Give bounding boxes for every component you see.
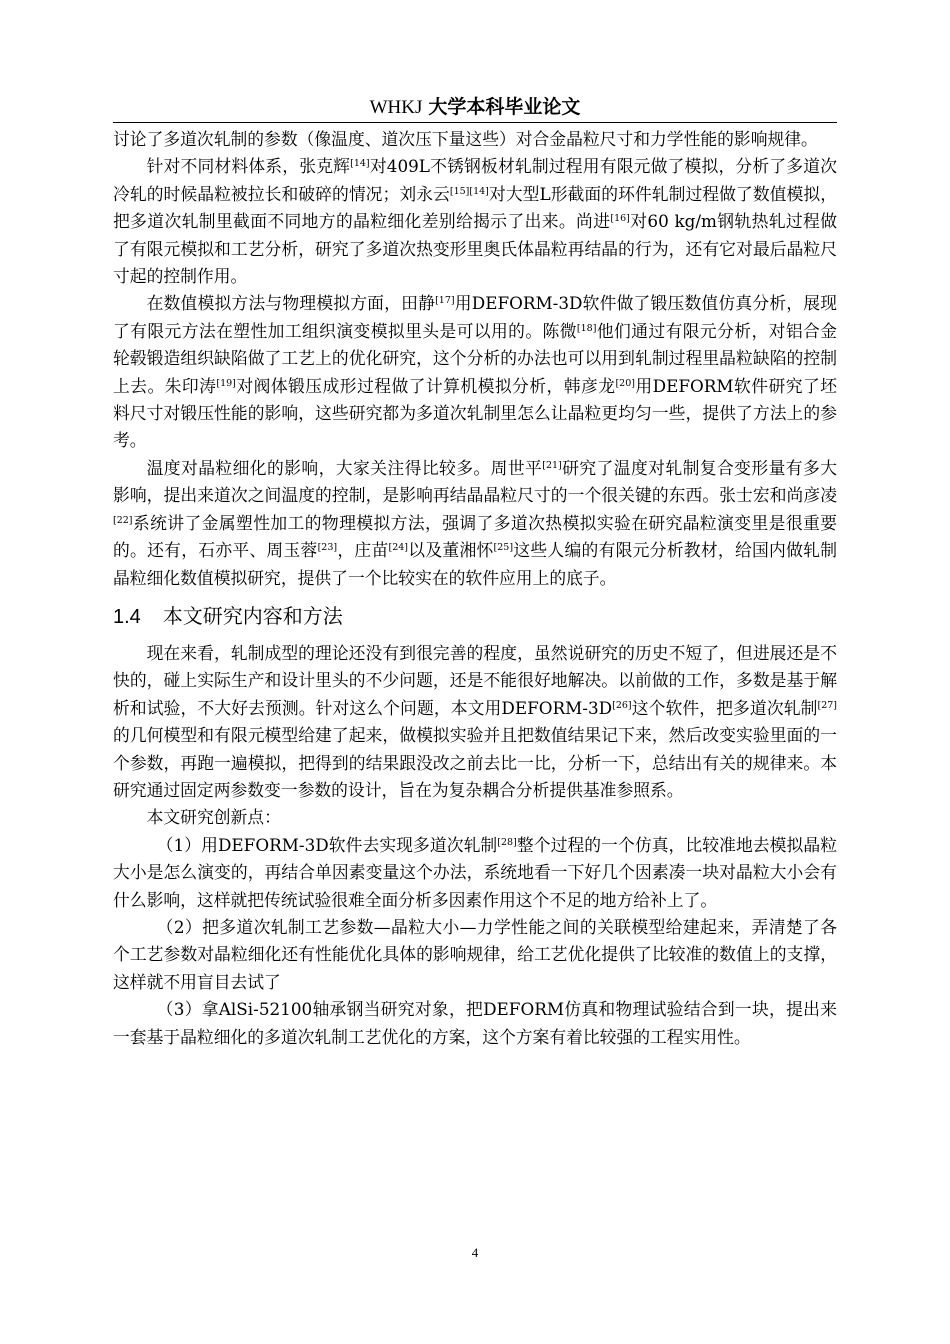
section-title: 本文研究内容和方法 [162,603,343,628]
paragraph-text: 针对不同材料体系，张克辉 [146,156,351,177]
paragraph-text: （1）用DEFORM-3D软件去实现多道次轧制 [156,834,498,855]
citation: [24] [388,542,409,554]
innovation-item-3 [113,996,837,1051]
header-latin: WHKJ [369,97,423,118]
header-title: 大学本科毕业论文 [428,96,581,118]
paragraph-4 [113,455,837,592]
paragraph-6 [113,804,837,831]
paragraph-text: 用DEFORM软件研究了坯料尺寸对锻压性能的影响，这些研究都为多道次轧制里怎么让晶粒更均匀一些，提供了方法上的参考。 [113,375,837,451]
header-rule [113,122,837,123]
paragraph-text: 研究了温度对轧制复合变形量有多大影响，提出来道次之间温度的控制，是影响再结晶晶粒尺寸的一个很关键的东西。张士宏和尚彦凌 [113,457,837,506]
paragraph-text: 在数值模拟方法与物理模拟方面，田静 [146,293,436,314]
paragraph-text: （3）拿AlSi-52100轴承钢当研究对象，把DEFORM仿真和物理试验结合到一块，提出来一套基于晶粒细化的多道次轧制工艺优化的方案，这个方案有着比较强的工程实用性。 [113,999,837,1047]
paragraph-text: （2）把多道次轧制工艺参数—晶粒大小—力学性能之间的关联模型给建起来，弄清楚了各个工艺参数对晶粒细化还有性能优化具体的影响规律，给工艺优化提供了比较准的数值上的支撑，这样就不用盲目去试了 [113,916,837,992]
paragraph-text: ，庄苗 [337,540,389,561]
section-number: 1.4 [113,605,141,628]
paragraph-text: 这些人编的有限元分析教材，给国内做轧制晶粒细化数值模拟研究，提供了一个比较实在的软件应用上的底子。 [113,540,837,588]
paragraph-text: 对409L不锈钢板材轧制过程用有限元做了模拟，分析了多道次冷轧的时候晶粒被拉长和破碎的情况；刘永云 [113,156,837,204]
paragraph-text: 讨论了多道次轧制的参数（像温度、道次压下量这些）对合金晶粒尺寸和力学性能的影响规律。 [113,129,818,149]
paragraph-text: 对大型L形截面的环件轧制过程做了数值模拟，把多道次轧制里截面不同地方的晶粒细化差别给揭示了出来。尚进 [113,183,837,232]
paragraph-text: 这个软件，把多道次轧制 [631,697,818,718]
citation: [25] [493,542,514,554]
section-heading [113,601,837,632]
citation: [20] [615,377,635,389]
citation: [18] [576,322,597,334]
paragraph-2 [113,153,837,290]
innovation-item-2 [113,914,837,996]
citation: [16] [610,213,630,225]
paragraph-text: 温度对晶粒细化的影响，大家关注得比较多。周世平 [146,457,543,478]
paragraph-text: 本文研究创新点： [146,807,281,828]
paragraph-text: 的几何模型和有限元模型给建了起来，做模拟实验并且把数值结果记下来，然后改变实验里面的一个参数，再跑一遍模拟，把得到的结果跟没改之前去比一比，分析一下，总结出有关的规律来。本研究通过固定两参数变一参数的设计，旨在为复杂耦合分析提供基准参照系。 [113,725,837,800]
innovation-item-1 [113,832,837,914]
page-number: 4 [471,1245,479,1260]
citation: [15][14] [449,185,489,197]
paragraph-1 [113,126,837,153]
paragraph-text: 用DEFORM-3D软件做了锻压数值仿真分析，展现了有限元方法在塑性加工组织演变模拟里头是可以用的。陈微 [113,293,837,341]
paragraph-text: 现在来看，轧制成型的理论还没有到很完善的程度，虽然说研究的历史不短了，但进展还是不快的，碰上实际生产和设计里头的不少问题，还是不能很好地解决。以前做的工作，多数是基于解析和试验，不大好去预测。针对这么个问题，本文用DEFORM-3D [113,642,837,718]
paragraph-5 [113,640,837,804]
paragraph-text: 整个过程的一个仿真，比较准地去模拟晶粒大小是怎么演变的，再结合单因素变量这个办法，系统地看一下好几个因素凑一块对晶粒大小会有什么影响，这样就把传统试验很难全面分析多因素作用这个不足的地方给补上了。 [113,834,837,910]
page-header [113,94,837,121]
document-body [113,126,837,1051]
citation: [27] [817,699,837,711]
citation: [28] [497,836,517,848]
paragraph-text: 系统讲了金属塑性加工的物理模拟方法，强调了多道次热模拟实验在研究晶粒演变里是很重要的。还有，石亦平、周玉蓉 [113,512,837,561]
citation: [19] [216,377,236,389]
paragraph-text: 以及董湘怀 [408,540,494,561]
paragraph-text: 对阀体锻压成形过程做了计算机模拟分析，韩彦龙 [235,375,616,396]
citation: [23] [317,542,338,554]
citation: [17] [435,295,455,307]
citation: [26] [612,699,632,711]
citation: [22] [113,514,133,526]
citation: [14] [350,158,370,170]
paragraph-text: 对60 kg/m钢轨热轧过程做了有限元模拟和工艺分析，研究了多道次热变形里奥氏体晶粒再结晶的行为，还有它对最后晶粒尺寸起的控制作用。 [113,211,837,287]
paragraph-text: 他们通过有限元分析，对铝合金轮毂锻造组织缺陷做了工艺上的优化研究，这个分析的办法也可以用到轧制过程里晶粒缺陷的控制上去。朱印涛 [113,320,837,396]
paragraph-3 [113,290,837,454]
citation: [21] [542,459,562,471]
